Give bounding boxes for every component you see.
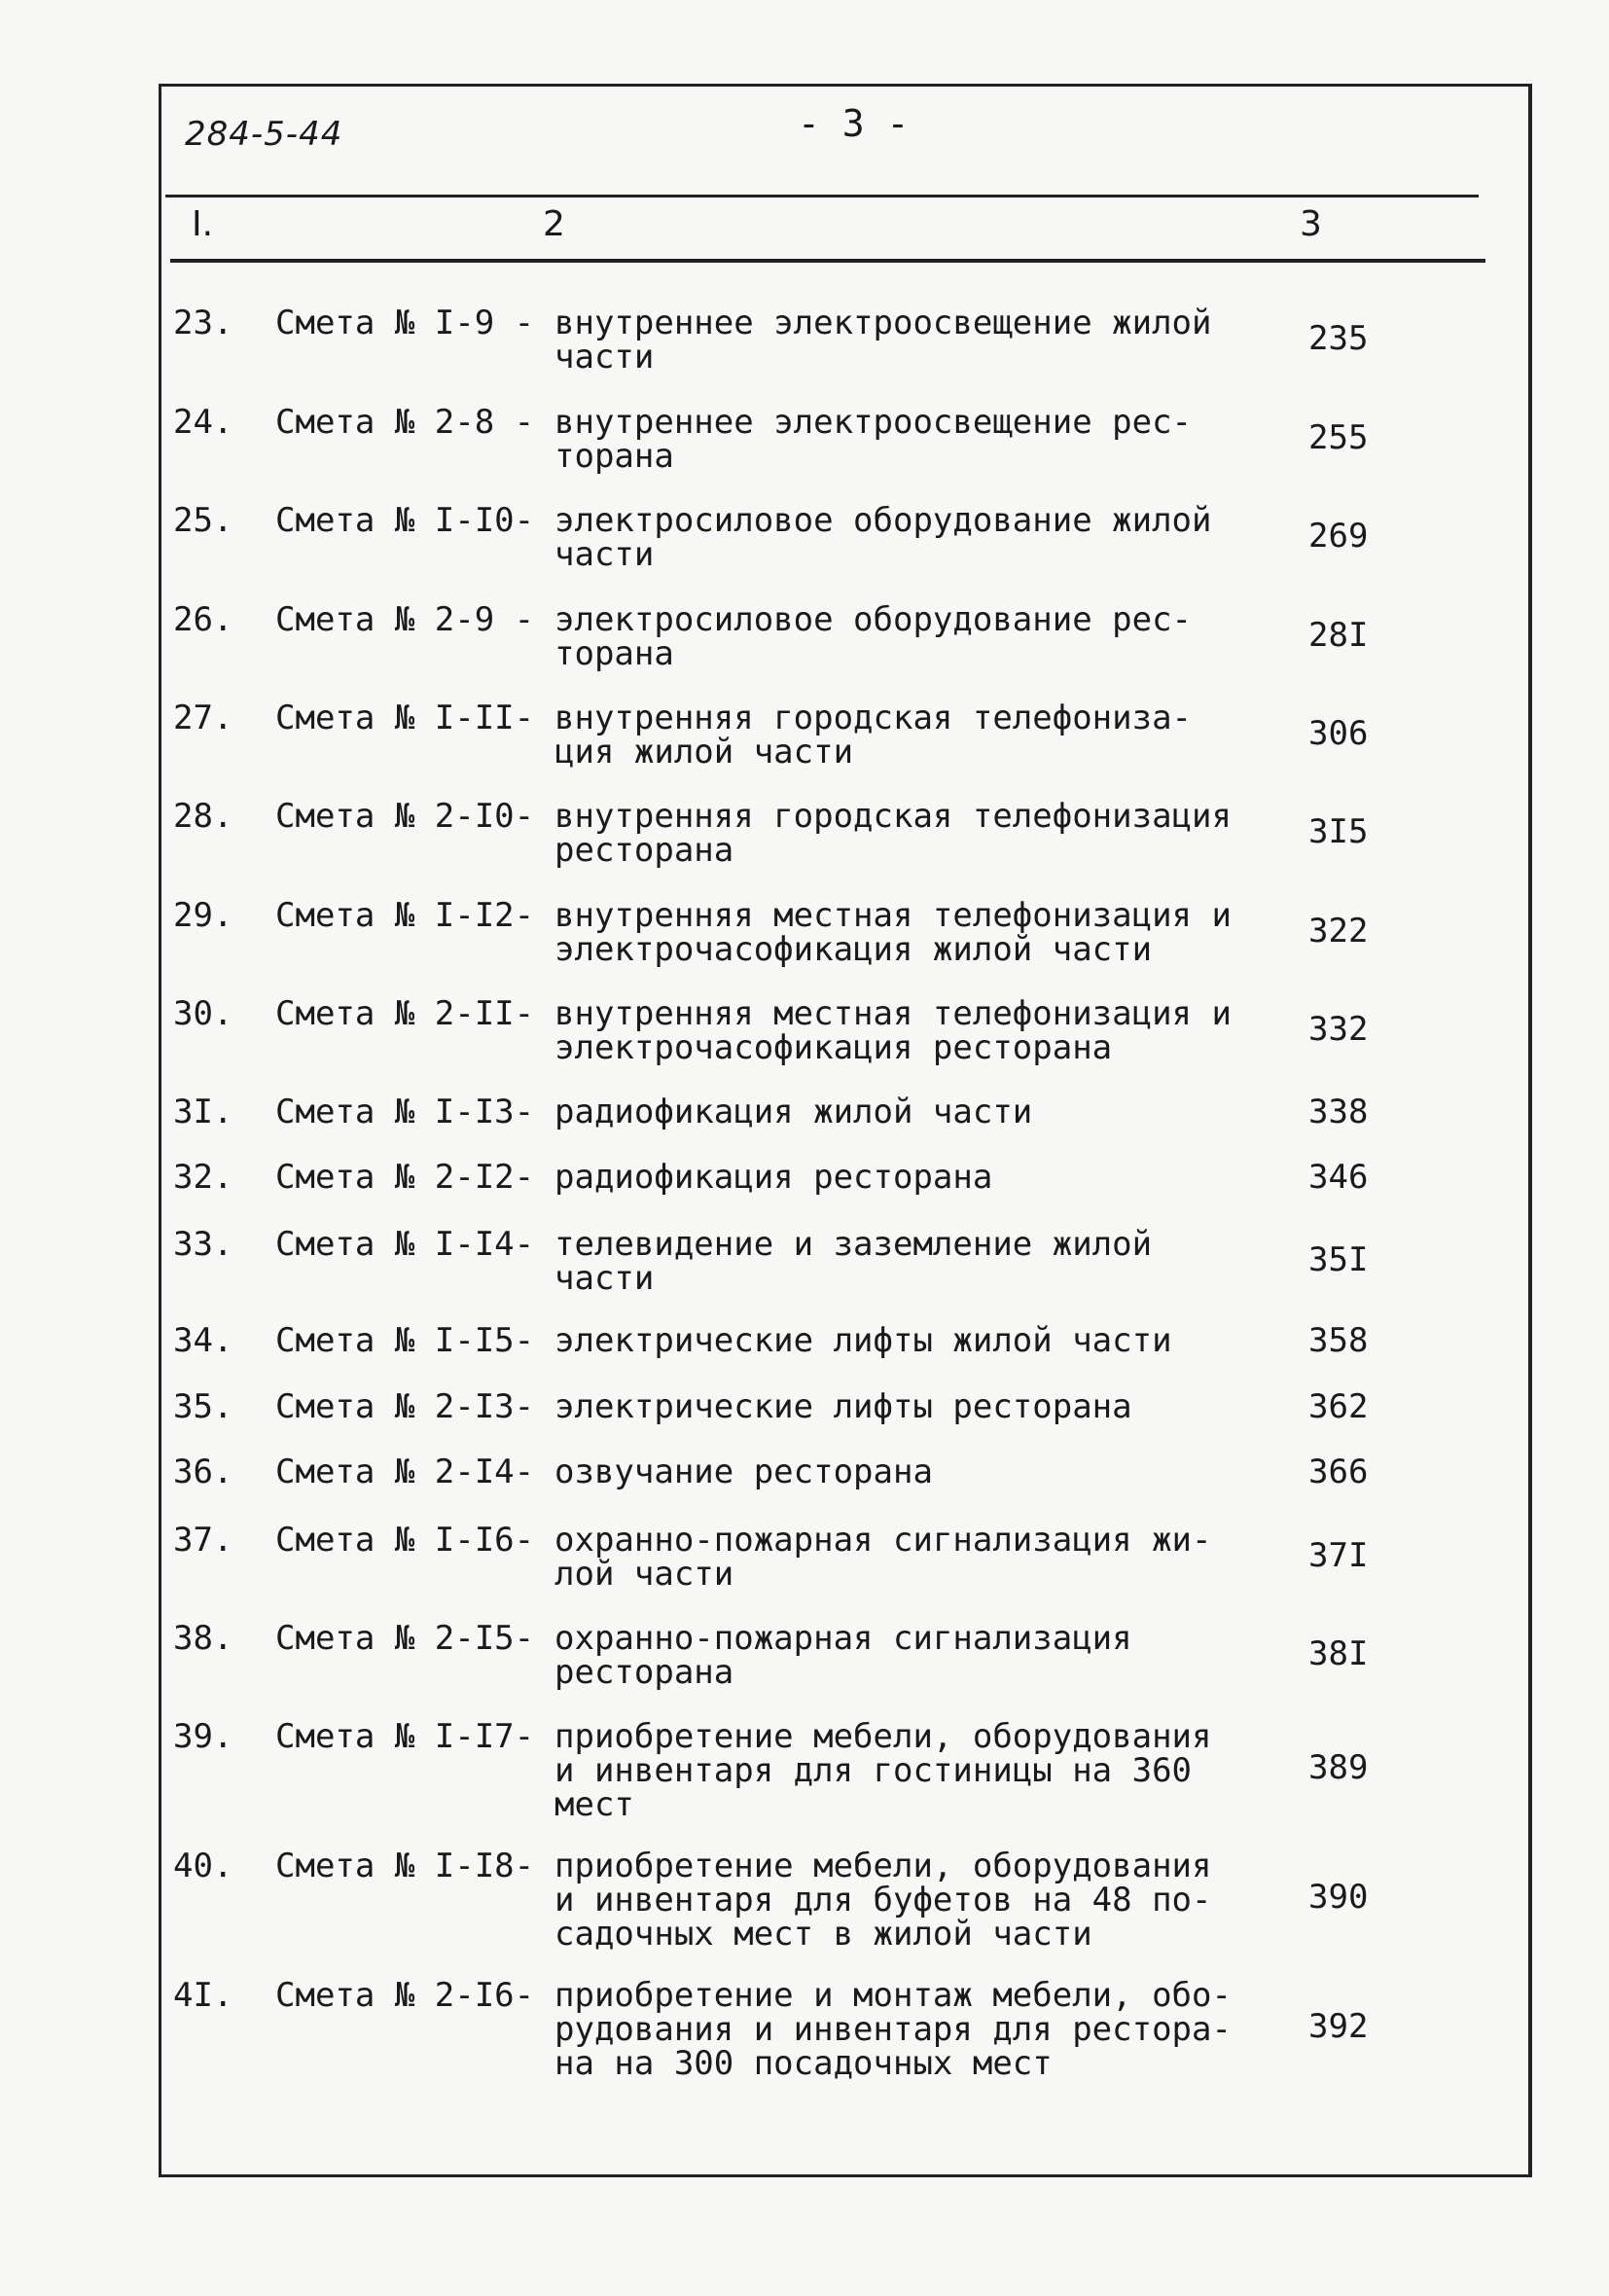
entry-description: телевидение и заземление жилой части — [554, 1225, 1153, 1298]
entry-description: приобретение и монтаж мебели, обо- рудования и инвентаря для рестора- на на 300 посадочных мест — [554, 1976, 1232, 2083]
entry-page: 35I — [1308, 1240, 1369, 1279]
entry-page: 235 — [1308, 319, 1369, 358]
entry-number: 37. — [173, 1521, 233, 1560]
entry-description: охранно-пожарная сигнализация жи- лой части — [554, 1521, 1212, 1594]
estimate-ref: Смета № I-I6- — [275, 1521, 535, 1560]
entry-page: 366 — [1308, 1453, 1369, 1491]
estimate-ref: Смета № 2-9 - — [275, 600, 535, 639]
estimate-ref: Смета № I-I0- — [275, 501, 535, 540]
estimate-ref: Смета № I-9 - — [275, 304, 535, 342]
estimate-ref: Смета № 2-I5- — [275, 1619, 535, 1658]
entry-description: электросиловое оборудование жилой части — [554, 501, 1212, 574]
entry-number: 39. — [173, 1717, 233, 1756]
entry-description: электрические лифты жилой части — [554, 1321, 1172, 1360]
entry-page: 362 — [1308, 1387, 1369, 1426]
entry-number: 30. — [173, 994, 233, 1033]
entry-number: 24. — [173, 403, 233, 442]
entry-description: внутреннее электроосвещение жилой части — [554, 304, 1212, 377]
entry-page: 346 — [1308, 1158, 1369, 1197]
estimate-ref: Смета № 2-I6- — [275, 1976, 535, 2015]
entry-number: 38. — [173, 1619, 233, 1658]
column-header-2: 2 — [543, 204, 565, 244]
entry-description: электрические лифты ресторана — [554, 1387, 1132, 1426]
entry-description: внутренняя городская телефониза- ция жилой части — [554, 699, 1193, 771]
estimate-ref: Смета № I-I3- — [275, 1093, 535, 1131]
entry-page: 3I5 — [1308, 812, 1369, 851]
entry-number: 29. — [173, 896, 233, 935]
entry-description: радиофикация ресторана — [554, 1158, 993, 1197]
entry-page: 306 — [1308, 714, 1369, 753]
entry-description: внутренняя городская телефонизация ресторана — [554, 797, 1232, 870]
estimate-ref: Смета № 2-I4- — [275, 1453, 535, 1491]
column-header-1: I. — [192, 204, 214, 244]
entry-description: приобретение мебели, оборудования и инвентаря для гостиницы на 360 мест — [554, 1717, 1212, 1824]
entry-page: 332 — [1308, 1010, 1369, 1049]
entry-description: электросиловое оборудование рес- торана — [554, 600, 1193, 673]
entry-number: 35. — [173, 1387, 233, 1426]
entry-page: 389 — [1308, 1748, 1369, 1787]
entry-description: озвучание ресторана — [554, 1453, 933, 1491]
page-number: - 3 - — [798, 102, 910, 145]
entry-description: внутреннее электроосвещение рес- торана — [554, 403, 1193, 476]
entry-page: 390 — [1308, 1878, 1369, 1917]
entry-description: внутренняя местная телефонизация и электрочасофикация жилой части — [554, 896, 1232, 969]
entry-number: 27. — [173, 699, 233, 737]
estimate-ref: Смета № I-II- — [275, 699, 535, 737]
entry-number: 40. — [173, 1847, 233, 1885]
entry-page: 37I — [1308, 1536, 1369, 1575]
entry-page: 38I — [1308, 1634, 1369, 1673]
entry-number: 33. — [173, 1225, 233, 1264]
estimate-ref: Смета № I-I5- — [275, 1321, 535, 1360]
entry-description: охранно-пожарная сигнализация ресторана — [554, 1619, 1132, 1692]
estimate-ref: Смета № 2-8 - — [275, 403, 535, 442]
document-code: 284-5-44 — [185, 115, 343, 154]
entry-number: 23. — [173, 304, 233, 342]
entry-number: 32. — [173, 1158, 233, 1197]
estimate-ref: Смета № 2-I3- — [275, 1387, 535, 1426]
entry-number: 3I. — [173, 1093, 233, 1131]
entry-page: 255 — [1308, 418, 1369, 457]
entry-description: внутренняя местная телефонизация и электрочасофикация ресторана — [554, 994, 1232, 1067]
entry-page: 28I — [1308, 616, 1369, 655]
entry-page: 358 — [1308, 1321, 1369, 1360]
header-rule-top — [165, 195, 1479, 197]
entry-page: 338 — [1308, 1093, 1369, 1131]
entry-page: 322 — [1308, 912, 1369, 951]
entry-page: 392 — [1308, 2007, 1369, 2046]
estimate-ref: Смета № I-I4- — [275, 1225, 535, 1264]
entry-number: 36. — [173, 1453, 233, 1491]
estimate-ref: Смета № I-I8- — [275, 1847, 535, 1885]
estimate-ref: Смета № 2-I2- — [275, 1158, 535, 1197]
estimate-ref: Смета № 2-I0- — [275, 797, 535, 836]
entry-page: 269 — [1308, 517, 1369, 556]
entry-number: 28. — [173, 797, 233, 836]
estimate-ref: Смета № I-I7- — [275, 1717, 535, 1756]
column-header-3: 3 — [1300, 204, 1322, 244]
estimate-ref: Смета № 2-II- — [275, 994, 535, 1033]
entry-number: 4I. — [173, 1976, 233, 2015]
entry-number: 25. — [173, 501, 233, 540]
header-rule-bottom — [170, 259, 1485, 263]
estimate-ref: Смета № I-I2- — [275, 896, 535, 935]
entry-description: приобретение мебели, оборудования и инвентаря для буфетов на 48 по- садочных мест в жилой части — [554, 1847, 1212, 1954]
entry-number: 34. — [173, 1321, 233, 1360]
entry-description: радиофикация жилой части — [554, 1093, 1033, 1131]
entry-number: 26. — [173, 600, 233, 639]
